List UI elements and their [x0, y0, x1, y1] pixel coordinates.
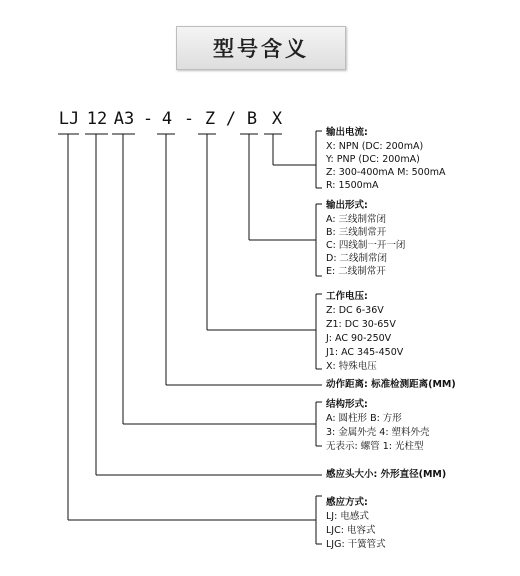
code-separator: /	[225, 109, 237, 129]
code-segment-structure: A3	[113, 109, 135, 129]
output-current-item: Z: 300-400mA M: 500mA	[326, 167, 446, 178]
code-segment-output-current: X	[271, 109, 283, 129]
code-segment-distance: 4	[161, 109, 173, 129]
output-form-item: A: 三线制常闭	[326, 214, 387, 225]
diagram-title: 型号含义	[213, 37, 309, 61]
code-segment-head-size: 12	[86, 109, 108, 129]
output-current-heading: 输出电流:	[326, 127, 368, 138]
voltage-item: Z1: DC 30-65V	[326, 319, 396, 330]
sensing-item: LJG: 干簧管式	[326, 539, 386, 550]
output-form-item: E: 二线制常开	[326, 266, 386, 277]
output-form-item: D: 二线制常闭	[326, 253, 388, 264]
code-segment-voltage: Z	[204, 109, 216, 129]
distance-heading: 动作距离: 标准检测距离(MM)	[326, 379, 456, 390]
output-current-item: Y: PNP (DC: 200mA)	[326, 154, 420, 165]
sensing-heading: 感应方式:	[326, 497, 368, 508]
code-separator: -	[142, 109, 154, 129]
output-current-item: X: NPN (DC: 200mA)	[326, 141, 424, 152]
structure-item: 3: 金属外壳 4: 塑料外壳	[326, 427, 430, 438]
code-separator: -	[183, 109, 195, 129]
sensing-item: LJ: 电感式	[326, 511, 369, 522]
code-segment-sensing: LJ	[58, 109, 80, 129]
structure-item: 无表示: 螺管 1: 光柱型	[326, 441, 424, 452]
output-current-item: R: 1500mA	[326, 180, 379, 191]
structure-heading: 结构形式:	[326, 399, 368, 410]
output-form-heading: 输出形式:	[326, 200, 368, 211]
voltage-item: Z: DC 6-36V	[326, 305, 384, 316]
code-segment-output-form: B	[246, 109, 258, 129]
output-form-item: C: 四线制一开一闭	[326, 240, 406, 251]
head-size-heading: 感应头大小: 外形直径(MM)	[326, 469, 447, 480]
voltage-item: J: AC 90-250V	[326, 333, 392, 344]
voltage-item: J1: AC 345-450V	[326, 347, 404, 358]
output-form-item: B: 三线制常开	[326, 227, 387, 238]
structure-item: A: 圆柱形 B: 方形	[326, 413, 402, 424]
voltage-heading: 工作电压:	[326, 291, 368, 302]
voltage-item: X: 特殊电压	[326, 361, 377, 372]
sensing-item: LJC: 电容式	[326, 525, 376, 536]
